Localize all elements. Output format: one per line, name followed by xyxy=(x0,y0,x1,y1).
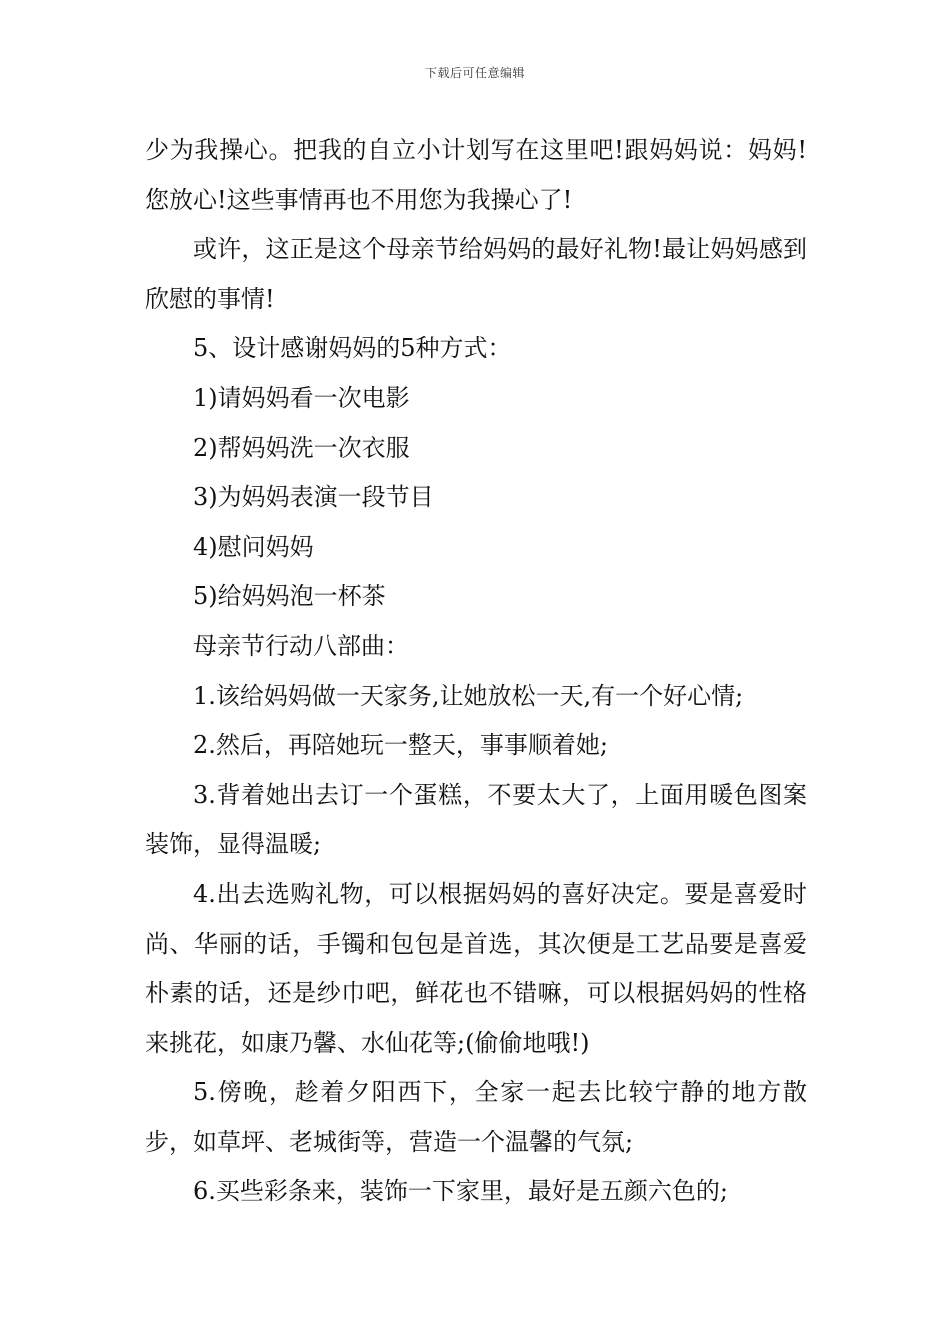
list-item: 3)为妈妈表演一段节目 xyxy=(193,483,434,512)
list-item: 2)帮妈妈洗一次衣服 xyxy=(193,433,410,462)
list-item: 5.傍晚，趁着夕阳西下，全家一起去比较宁静的地方散步，如草坪、老城街等，营造一个温馨的气氛; xyxy=(145,1078,807,1156)
section-heading-ways: 5、设计感谢妈妈的5种方式： xyxy=(193,334,512,363)
list-item: 1.该给妈妈做一天家务,让她放松一天,有一个好心情; xyxy=(193,681,744,710)
page-header: 下载后可任意编辑 xyxy=(424,66,525,80)
list-item: 3.背着她出去订一个蛋糕，不要太大了，上面用暖色图案装饰，显得温暖; xyxy=(145,780,807,859)
paragraph-gift: 或许，这正是这个母亲节给妈妈的最好礼物!最让妈妈感到欣慰的事情! xyxy=(145,235,807,313)
list-item: 6.买些彩条来，装饰一下家里，最好是五颜六色的; xyxy=(193,1177,728,1206)
document-body xyxy=(145,126,807,1217)
list-item: 2.然后，再陪她玩一整天，事事顺着她; xyxy=(193,731,608,760)
list-item: 4.出去选购礼物，可以根据妈妈的喜好决定。要是喜爱时尚、华丽的话，手镯和包包是首选，其次便是工艺品要是喜爱朴素的话，还是纱巾吧，鲜花也不错嘛，可以根据妈妈的性格来挑花，如康乃馨、水仙花等;(偷偷地哦!) xyxy=(145,879,807,1057)
paragraph-continuation: 少为我操心。把我的自立小计划写在这里吧!跟妈妈说：妈妈!您放心!这些事情再也不用您为我操心了! xyxy=(145,136,807,214)
section-heading-actions: 母亲节行动八部曲： xyxy=(193,631,409,660)
list-item: 1)请妈妈看一次电影 xyxy=(193,383,410,412)
list-item: 5)给妈妈泡一杯茶 xyxy=(193,582,386,611)
list-item: 4)慰问妈妈 xyxy=(193,532,314,561)
